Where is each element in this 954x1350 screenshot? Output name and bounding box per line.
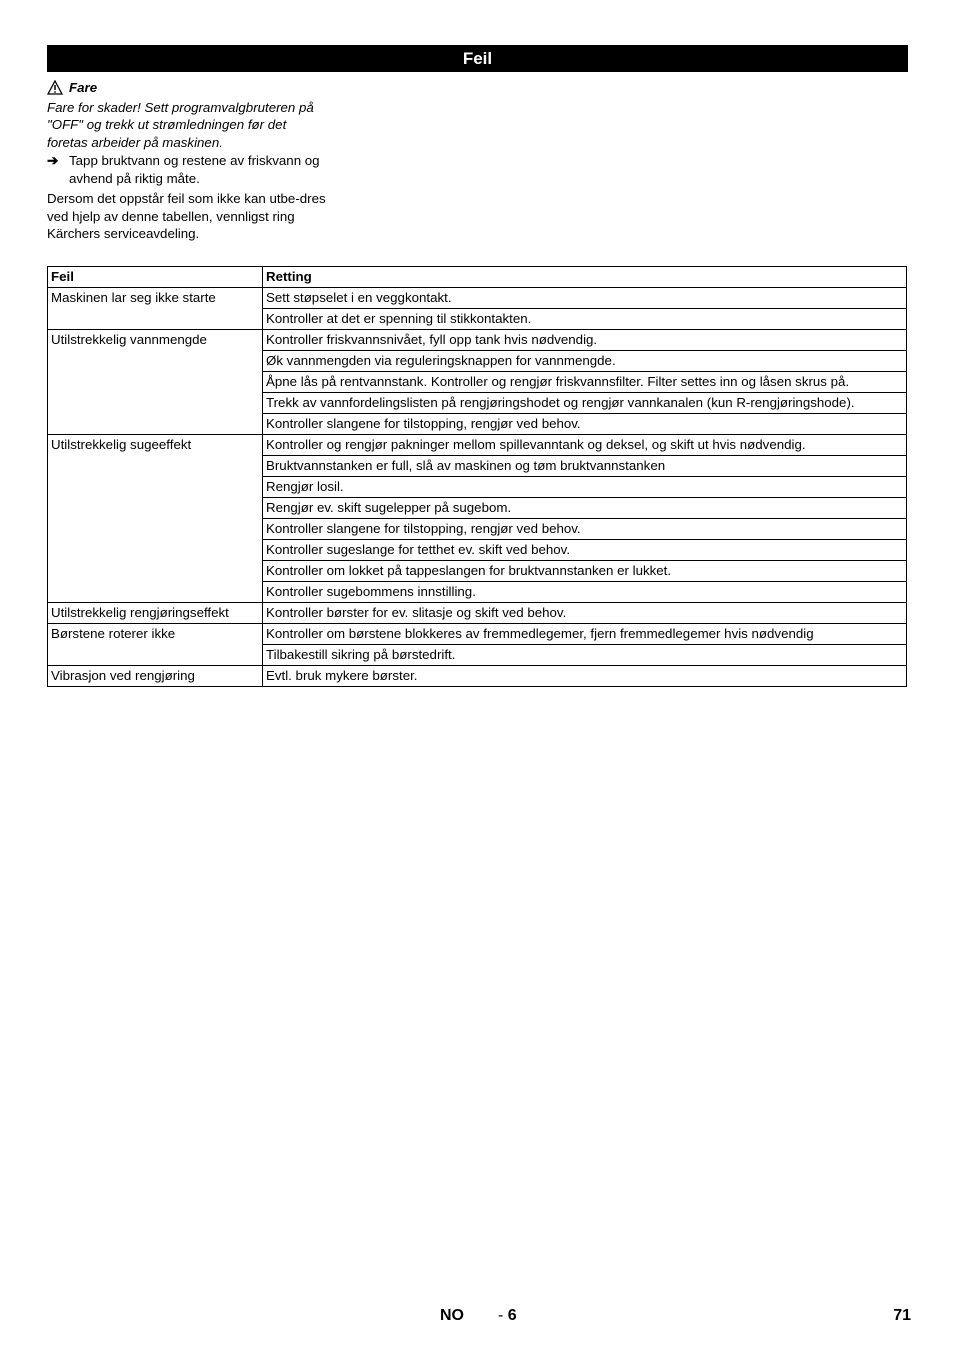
table-row: [48, 666, 907, 687]
fault-cell: Utilstrekkelig sugeeffekt: [48, 435, 263, 603]
fault-cell: Maskinen lar seg ikke starte: [48, 288, 263, 330]
remedy-cell: Sett støpselet i en veggkontakt.: [263, 288, 907, 309]
warning-heading-text: Fare: [69, 80, 98, 95]
table-row: [48, 435, 907, 456]
remedy-cell: Rengjør losil.: [263, 477, 907, 498]
remedy-cell: Kontroller sugebommens innstilling.: [263, 582, 907, 603]
remedy-cell: Øk vannmengden via reguleringsknappen for vannmengde.: [263, 351, 907, 372]
troubleshooting-table: [47, 266, 907, 687]
fault-cell: Utilstrekkelig vannmengde: [48, 330, 263, 435]
remedy-cell: Kontroller friskvannsnivået, fyll opp tank hvis nødvendig.: [263, 330, 907, 351]
warning-triangle-icon: [47, 80, 63, 95]
footer-dash: -: [498, 1307, 504, 1324]
footer-language: NO: [440, 1307, 464, 1324]
remedy-cell: Kontroller børster for ev. slitasje og skift ved behov.: [263, 603, 907, 624]
service-paragraph: Dersom det oppstår feil som ikke kan utbe-dres ved hjelp av denne tabellen, vennligst ring Kärchers serviceavdeling.: [47, 191, 326, 241]
warning-heading: [47, 79, 327, 97]
remedy-cell: Kontroller om lokket på tappeslangen for bruktvannstanken er lukket.: [263, 561, 907, 582]
instruction-step: [47, 152, 327, 187]
warning-block: [47, 79, 327, 243]
footer-section-page-number: 6: [507, 1307, 517, 1324]
remedy-cell: Kontroller og rengjør pakninger mellom spillevanntank og deksel, og skift ut hvis nødvendig.: [263, 435, 907, 456]
remedy-cell: Åpne lås på rentvannstank. Kontroller og rengjør friskvannsfilter. Filter settes inn og låsen skrus på.: [263, 372, 907, 393]
remedy-cell: Kontroller sugeslange for tetthet ev. skift ved behov.: [263, 540, 907, 561]
remedy-cell: Kontroller slangene for tilstopping, rengjør ved behov.: [263, 519, 907, 540]
remedy-cell: Kontroller at det er spenning til stikkontakten.: [263, 309, 907, 330]
step-text: Tapp bruktvann og restene av friskvann og avhend på riktig måte.: [69, 153, 320, 186]
remedy-cell: Kontroller slangene for tilstopping, rengjør ved behov.: [263, 414, 907, 435]
section-title: Feil: [47, 45, 908, 72]
fault-cell: Børstene roterer ikke: [48, 624, 263, 666]
table-row: [48, 603, 907, 624]
table-row: [48, 288, 907, 309]
remedy-cell: Evtl. bruk mykere børster.: [263, 666, 907, 687]
table-row: [48, 624, 907, 645]
arrow-icon: ➔: [47, 153, 59, 168]
table-header-row: [48, 267, 907, 288]
remedy-cell: Tilbakestill sikring på børstedrift.: [263, 645, 907, 666]
remedy-cell: Kontroller om børstene blokkeres av fremmedlegemer, fjern fremmedlegemer hvis nødvendig: [263, 624, 907, 645]
warning-text: Fare for skader! Sett programvalgbruteren på "OFF" og trekk ut strømledningen før det foretas arbeider på maskinen.: [47, 99, 314, 150]
footer-section-page: [498, 1307, 517, 1325]
footer-page-number: 71: [893, 1307, 911, 1324]
column-header-feil: Feil: [48, 267, 263, 288]
table-row: [48, 330, 907, 351]
column-header-retting: Retting: [263, 267, 907, 288]
remedy-cell: Rengjør ev. skift sugelepper på sugebom.: [263, 498, 907, 519]
fault-cell: Vibrasjon ved rengjøring: [48, 666, 263, 687]
remedy-cell: Bruktvannstanken er full, slå av maskinen og tøm bruktvannstanken: [263, 456, 907, 477]
fault-cell: Utilstrekkelig rengjøringseffekt: [48, 603, 263, 624]
table-body: [48, 288, 907, 687]
remedy-cell: Trekk av vannfordelingslisten på rengjøringshodet og rengjør vannkanalen (kun R-rengjøringshode).: [263, 393, 907, 414]
